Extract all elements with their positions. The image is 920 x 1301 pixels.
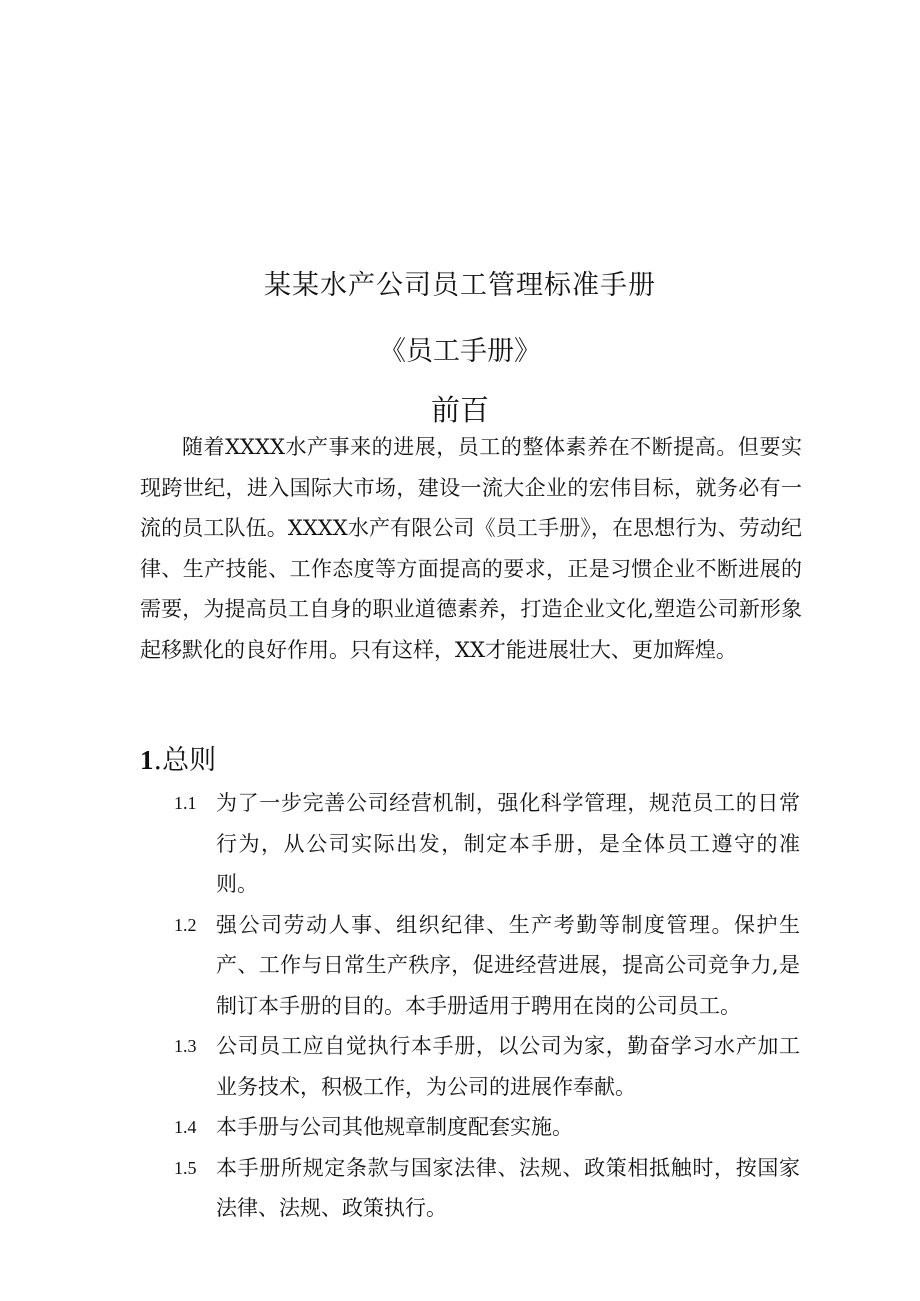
clause-text: 公司员工应自觉执行本手册，以公司为家，勤奋学习水产加工业务技术，积极工作，为公司的进展作奉献。 [216, 1034, 800, 1099]
preface-heading: 前百 [430, 393, 489, 427]
clause-number: 1.5 [174, 1157, 197, 1178]
clause-text: 本手册与公司其他规章制度配套实施。 [216, 1115, 573, 1139]
clause-list [174, 783, 800, 1229]
clause-item [174, 783, 800, 905]
clause-item [174, 1107, 800, 1148]
clause-number: 1.3 [174, 1036, 197, 1056]
clause-item [174, 1026, 800, 1107]
document-title: 某某水产公司员工管理标准手册 [264, 270, 656, 301]
clause-item [174, 905, 800, 1027]
clause-number: 1.4 [174, 1117, 197, 1137]
section-number: 1 [140, 745, 154, 775]
section-heading [140, 740, 216, 781]
clause-item [174, 1148, 800, 1229]
clause-text: 强公司劳动人事、组织纪律、生产考勤等制度管理。保护生产、工作与日常生产秩序，促进经营进展，提高公司竞争力,是制订本手册的目的。本手册适用于聘用在岗的公司员工。 [216, 912, 800, 1018]
document-subtitle: 《员工手册》 [379, 336, 541, 367]
section-title: .总则 [153, 745, 217, 776]
clause-number: 1.2 [174, 914, 197, 935]
clause-text: 为了一步完善公司经营机制，强化科学管理，规范员工的日常行为，从公司实际出发，制定本手册，是全体员工遵守的准则。 [216, 791, 800, 896]
clause-number: 1.1 [174, 793, 197, 813]
clause-text: 本手册所规定条款与国家法律、法规、政策相抵触时，按国家法律、法规、政策执行。 [216, 1155, 800, 1220]
preface-paragraph: 随着XXXX水产事来的进展，员工的整体素养在不断提高。但要实现跨世纪，进入国际大市场，建设一流大企业的宏伟目标，就务必有一流的员工队伍。XXXX水产有限公司《员工手册》，在思想行为、劳动纪律、生产技能、工作态度等方面提高的要求，正是习惯企业不断进展的需要，为提高员工自身的职业道德素养，打造企业文化,塑造公司新形象起移默化的良好作用。只有这样，XX才能进展壮大、更加辉煌。 [140, 435, 802, 662]
